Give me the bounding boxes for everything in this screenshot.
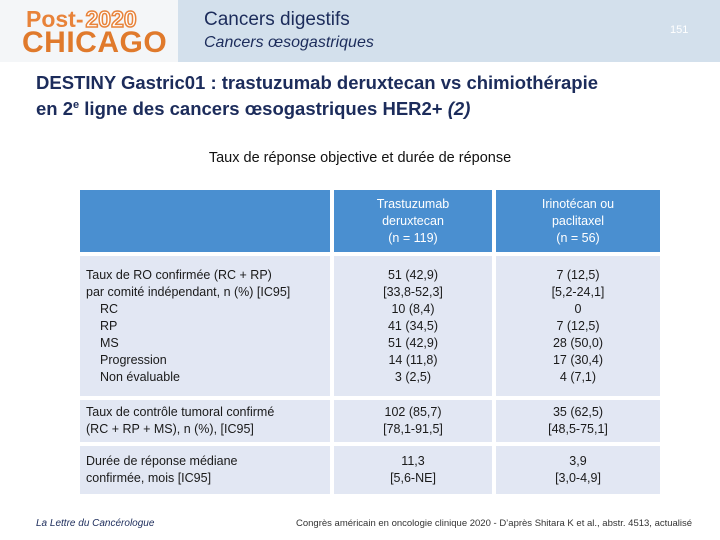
dor-trastuzumab-values: 11,3 [5,6-NE] — [334, 446, 492, 494]
table-caption: Taux de réponse objective et durée de réponse — [208, 150, 512, 166]
header-empty-cell — [80, 190, 330, 252]
footer-source: Congrès américain en oncologie clinique 2020 - D’après Shitara K et al., abstr. 4513, actualisé — [296, 518, 693, 529]
section-subtitle: Cancers œsogastriques — [204, 34, 374, 51]
column-header-trastuzumab: Trastuzumab deruxtecan (n = 119) — [334, 190, 492, 252]
table-row — [80, 256, 660, 396]
post-chicago-logo — [0, 0, 178, 62]
table-row — [80, 400, 660, 442]
dcr-chemotherapy-values: 35 (62,5) [48,5-75,1] — [496, 400, 660, 442]
slide-title-line2: en 2e ligne des cancers œsogastriques HER2+ (2) — [36, 98, 471, 120]
page-number: 151 — [670, 24, 689, 36]
row-label-dor: Durée de réponse médiane confirmée, mois [IC95] — [80, 446, 330, 494]
section-title: Cancers digestifs — [204, 9, 350, 30]
column-header-chemotherapy: Irinotécan ou paclitaxel (n = 56) — [496, 190, 660, 252]
row-label-orr: Taux de RO confirmée (RC + RP) par comité indépendant, n (%) [IC95] RC RP MS Progression Non évaluable — [80, 256, 330, 396]
slide-title-line1: DESTINY Gastric01 : trastuzumab deruxtecan vs chimiothérapie — [36, 72, 599, 93]
slide-title — [36, 72, 696, 120]
footer-journal: La Lettre du Cancérologue — [36, 518, 155, 529]
logo-year: 2020 — [85, 6, 137, 32]
orr-chemotherapy-values: 7 (12,5) [5,2-24,1] 0 7 (12,5) 28 (50,0) 17 (30,4) 4 (7,1) — [496, 256, 660, 396]
slide-header — [0, 0, 720, 62]
table-header-row — [80, 190, 660, 252]
dor-chemotherapy-values: 3,9 [3,0-4,9] — [496, 446, 660, 494]
orr-trastuzumab-values: 51 (42,9) [33,8-52,3] 10 (8,4) 41 (34,5) 51 (42,9) 14 (11,8) 3 (2,5) — [334, 256, 492, 396]
table-row — [80, 446, 660, 494]
logo-word-chicago: CHICAGO — [22, 26, 168, 59]
row-label-dcr: Taux de contrôle tumoral confirmé (RC + RP + MS), n (%), [IC95] — [80, 400, 330, 442]
dcr-trastuzumab-values: 102 (85,7) [78,1-91,5] — [334, 400, 492, 442]
logo-word-post: Post- — [26, 6, 84, 32]
